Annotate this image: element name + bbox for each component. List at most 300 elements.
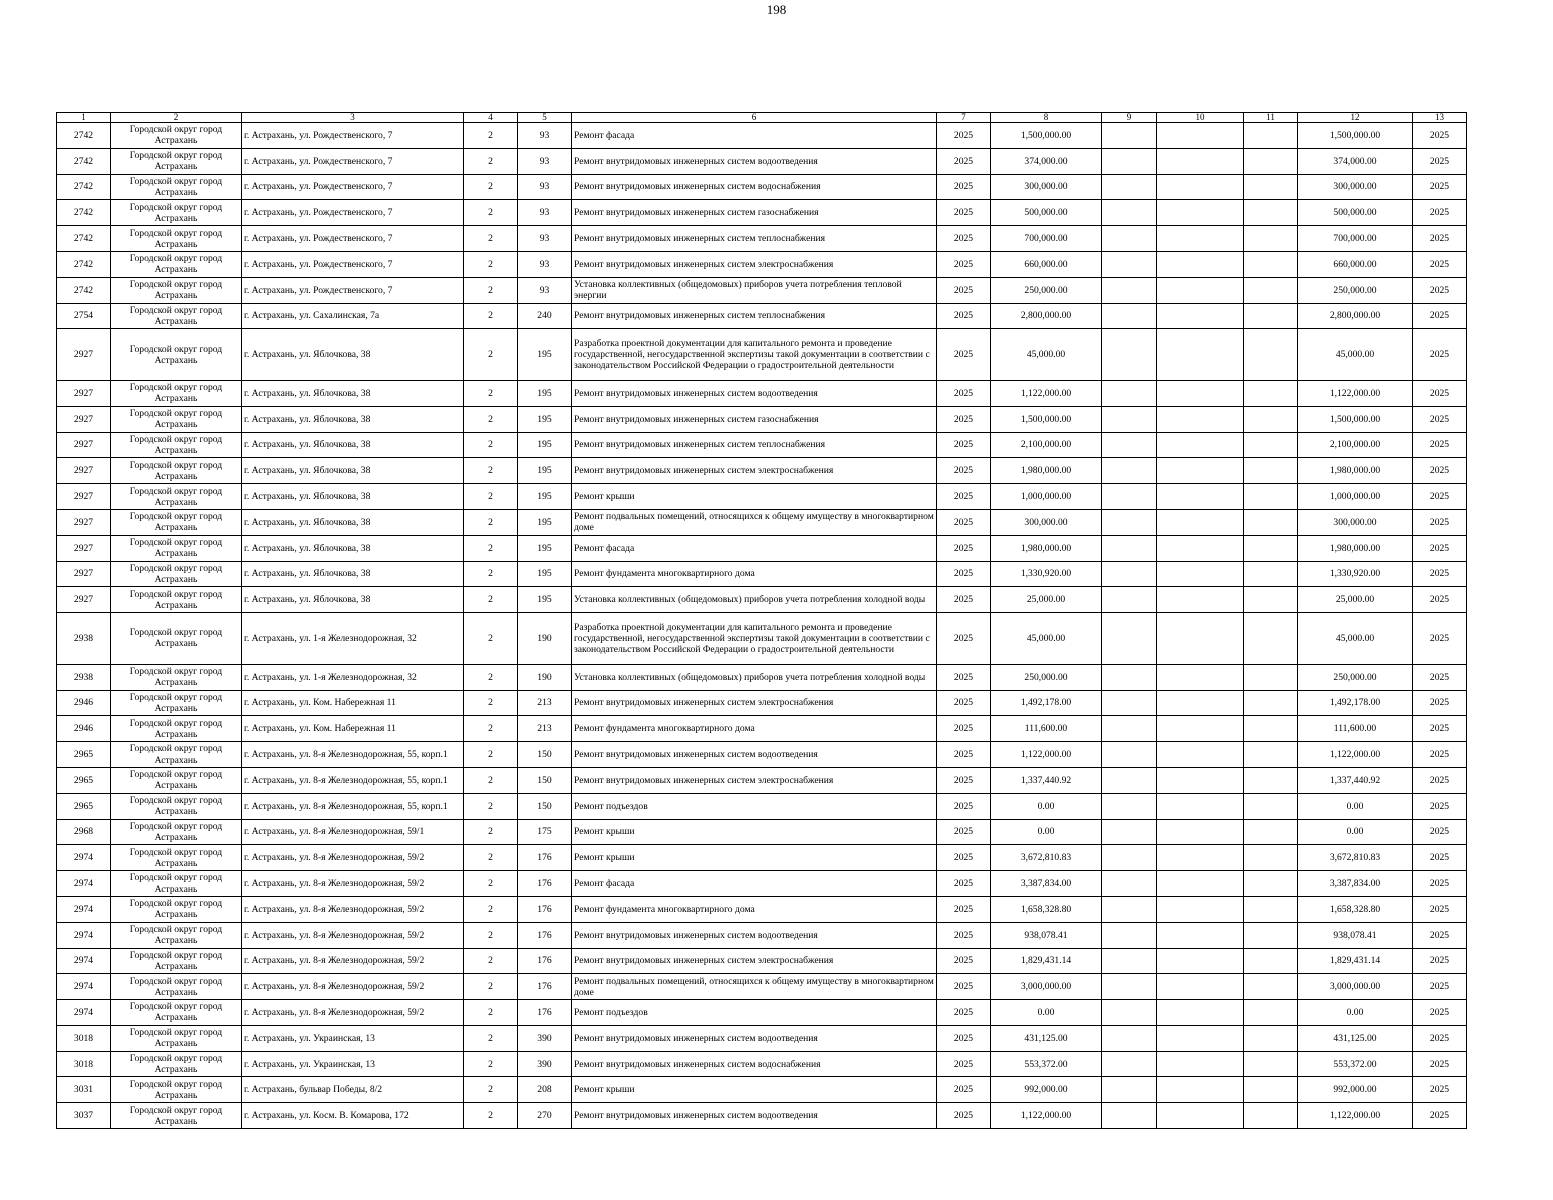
col9-cell — [1102, 380, 1157, 406]
year-cell: 2025 — [937, 742, 991, 768]
col4-cell: 2 — [464, 922, 518, 948]
col9-cell — [1102, 819, 1157, 845]
end-year-cell: 2025 — [1413, 690, 1467, 716]
table-row — [57, 922, 1467, 948]
col5-cell: 93 — [518, 148, 572, 174]
row-number-cell: 2927 — [57, 380, 111, 406]
col5-cell: 195 — [518, 380, 572, 406]
col11-cell — [1244, 974, 1298, 1000]
end-year-cell: 2025 — [1413, 303, 1467, 329]
end-year-cell: 2025 — [1413, 716, 1467, 742]
address-cell: г. Астрахань, ул. 1-я Железнодорожная, 32 — [242, 664, 464, 690]
column-header: 5 — [518, 113, 572, 123]
row-number-cell: 2742 — [57, 226, 111, 252]
year-cell: 2025 — [937, 716, 991, 742]
table-row — [57, 303, 1467, 329]
address-cell: г. Астрахань, ул. Яблочкова, 38 — [242, 458, 464, 484]
col5-cell: 175 — [518, 819, 572, 845]
col10-cell — [1157, 767, 1244, 793]
municipality-cell: Городской округ город Астрахань — [111, 896, 242, 922]
address-cell: г. Астрахань, ул. Яблочкова, 38 — [242, 509, 464, 535]
end-year-cell: 2025 — [1413, 819, 1467, 845]
municipality-cell: Городской округ город Астрахань — [111, 1000, 242, 1026]
table-row — [57, 1051, 1467, 1077]
col5-cell: 93 — [518, 226, 572, 252]
col4-cell: 2 — [464, 767, 518, 793]
table-body — [57, 123, 1467, 1129]
total-cell: 1,122,000.00 — [1298, 742, 1413, 768]
table-row — [57, 871, 1467, 897]
column-header: 13 — [1413, 113, 1467, 123]
column-header: 1 — [57, 113, 111, 123]
year-cell: 2025 — [937, 793, 991, 819]
year-cell: 2025 — [937, 432, 991, 458]
col9-cell — [1102, 174, 1157, 200]
col5-cell: 195 — [518, 458, 572, 484]
col5-cell: 93 — [518, 251, 572, 277]
row-number-cell: 3018 — [57, 1025, 111, 1051]
col10-cell — [1157, 896, 1244, 922]
municipality-cell: Городской округ город Астрахань — [111, 458, 242, 484]
total-cell: 300,000.00 — [1298, 509, 1413, 535]
table-row — [57, 1000, 1467, 1026]
municipality-cell: Городской округ город Астрахань — [111, 380, 242, 406]
col4-cell: 2 — [464, 303, 518, 329]
table-row — [57, 123, 1467, 149]
col11-cell — [1244, 1077, 1298, 1103]
col5-cell: 240 — [518, 303, 572, 329]
address-cell: г. Астрахань, ул. Ком. Набережная 11 — [242, 690, 464, 716]
col5-cell: 176 — [518, 974, 572, 1000]
cost-cell: 3,387,834.00 — [991, 871, 1102, 897]
year-cell: 2025 — [937, 1025, 991, 1051]
row-number-cell: 3018 — [57, 1051, 111, 1077]
work-type-cell: Ремонт внутридомовых инженерных систем газоснабжения — [572, 200, 937, 226]
col4-cell: 2 — [464, 329, 518, 381]
row-number-cell: 3037 — [57, 1103, 111, 1129]
total-cell: 938,078.41 — [1298, 922, 1413, 948]
col5-cell: 195 — [518, 561, 572, 587]
col11-cell — [1244, 1000, 1298, 1026]
total-cell: 2,100,000.00 — [1298, 432, 1413, 458]
col4-cell: 2 — [464, 148, 518, 174]
municipality-cell: Городской округ город Астрахань — [111, 406, 242, 432]
cost-cell: 992,000.00 — [991, 1077, 1102, 1103]
address-cell: г. Астрахань, ул. 8-я Железнодорожная, 59/1 — [242, 819, 464, 845]
address-cell: г. Астрахань, ул. 8-я Железнодорожная, 59/2 — [242, 871, 464, 897]
cost-cell: 300,000.00 — [991, 509, 1102, 535]
col10-cell — [1157, 432, 1244, 458]
total-cell: 3,672,810.83 — [1298, 845, 1413, 871]
total-cell: 250,000.00 — [1298, 277, 1413, 303]
table-row — [57, 742, 1467, 768]
row-number-cell: 2974 — [57, 922, 111, 948]
total-cell: 45,000.00 — [1298, 613, 1413, 665]
row-number-cell: 2946 — [57, 690, 111, 716]
year-cell: 2025 — [937, 561, 991, 587]
municipality-cell: Городской округ город Астрахань — [111, 793, 242, 819]
work-type-cell: Ремонт крыши — [572, 845, 937, 871]
col11-cell — [1244, 819, 1298, 845]
table-row — [57, 587, 1467, 613]
cost-cell: 1,330,920.00 — [991, 561, 1102, 587]
work-type-cell: Ремонт внутридомовых инженерных систем водоотведения — [572, 1025, 937, 1051]
address-cell: г. Астрахань, ул. Яблочкова, 38 — [242, 587, 464, 613]
cost-cell: 660,000.00 — [991, 251, 1102, 277]
year-cell: 2025 — [937, 896, 991, 922]
cost-cell: 1,122,000.00 — [991, 380, 1102, 406]
work-type-cell: Ремонт фундамента многоквартирного дома — [572, 896, 937, 922]
row-number-cell: 2927 — [57, 561, 111, 587]
row-number-cell: 2754 — [57, 303, 111, 329]
col11-cell — [1244, 303, 1298, 329]
table-row — [57, 948, 1467, 974]
table-row — [57, 1077, 1467, 1103]
column-header: 7 — [937, 113, 991, 123]
work-type-cell: Ремонт фасада — [572, 871, 937, 897]
col9-cell — [1102, 303, 1157, 329]
col4-cell: 2 — [464, 793, 518, 819]
col9-cell — [1102, 329, 1157, 381]
address-cell: г. Астрахань, ул. Рождественского, 7 — [242, 200, 464, 226]
work-type-cell: Ремонт фундамента многоквартирного дома — [572, 716, 937, 742]
address-cell: г. Астрахань, ул. Рождественского, 7 — [242, 148, 464, 174]
row-number-cell: 3031 — [57, 1077, 111, 1103]
address-cell: г. Астрахань, ул. Яблочкова, 38 — [242, 380, 464, 406]
year-cell: 2025 — [937, 123, 991, 149]
col5-cell: 93 — [518, 200, 572, 226]
table-row — [57, 1103, 1467, 1129]
end-year-cell: 2025 — [1413, 277, 1467, 303]
col4-cell: 2 — [464, 123, 518, 149]
municipality-cell: Городской округ город Астрахань — [111, 974, 242, 1000]
total-cell: 660,000.00 — [1298, 251, 1413, 277]
table-row — [57, 613, 1467, 665]
col4-cell: 2 — [464, 742, 518, 768]
table-row — [57, 432, 1467, 458]
repair-program-table — [56, 112, 1467, 1129]
cost-cell: 1,122,000.00 — [991, 742, 1102, 768]
page-number: 198 — [766, 2, 787, 17]
total-cell: 1,330,920.00 — [1298, 561, 1413, 587]
work-type-cell: Ремонт внутридомовых инженерных систем водоснабжения — [572, 1051, 937, 1077]
total-cell: 1,500,000.00 — [1298, 123, 1413, 149]
work-type-cell: Ремонт подъездов — [572, 793, 937, 819]
row-number-cell: 2938 — [57, 613, 111, 665]
col11-cell — [1244, 148, 1298, 174]
address-cell: г. Астрахань, ул. Ком. Набережная 11 — [242, 716, 464, 742]
col9-cell — [1102, 277, 1157, 303]
col10-cell — [1157, 458, 1244, 484]
row-number-cell: 2927 — [57, 587, 111, 613]
col11-cell — [1244, 226, 1298, 252]
col9-cell — [1102, 974, 1157, 1000]
cost-cell: 1,500,000.00 — [991, 123, 1102, 149]
col4-cell: 2 — [464, 251, 518, 277]
total-cell: 1,980,000.00 — [1298, 458, 1413, 484]
col9-cell — [1102, 922, 1157, 948]
cost-cell: 45,000.00 — [991, 329, 1102, 381]
total-cell: 700,000.00 — [1298, 226, 1413, 252]
col11-cell — [1244, 664, 1298, 690]
year-cell: 2025 — [937, 148, 991, 174]
table-row — [57, 1025, 1467, 1051]
end-year-cell: 2025 — [1413, 226, 1467, 252]
col10-cell — [1157, 561, 1244, 587]
address-cell: г. Астрахань, бульвар Победы, 8/2 — [242, 1077, 464, 1103]
cost-cell: 2,100,000.00 — [991, 432, 1102, 458]
col11-cell — [1244, 277, 1298, 303]
col5-cell: 390 — [518, 1051, 572, 1077]
work-type-cell: Ремонт внутридомовых инженерных систем теплоснабжения — [572, 226, 937, 252]
table-row — [57, 845, 1467, 871]
work-type-cell: Ремонт внутридомовых инженерных систем водоотведения — [572, 1103, 937, 1129]
col4-cell: 2 — [464, 974, 518, 1000]
col10-cell — [1157, 251, 1244, 277]
col5-cell: 195 — [518, 484, 572, 510]
col4-cell: 2 — [464, 716, 518, 742]
col9-cell — [1102, 484, 1157, 510]
end-year-cell: 2025 — [1413, 587, 1467, 613]
municipality-cell: Городской округ город Астрахань — [111, 1103, 242, 1129]
table-row — [57, 458, 1467, 484]
col5-cell: 176 — [518, 948, 572, 974]
col4-cell: 2 — [464, 1103, 518, 1129]
col10-cell — [1157, 484, 1244, 510]
cost-cell: 250,000.00 — [991, 664, 1102, 690]
col10-cell — [1157, 509, 1244, 535]
col5-cell: 176 — [518, 1000, 572, 1026]
col9-cell — [1102, 871, 1157, 897]
col9-cell — [1102, 458, 1157, 484]
end-year-cell: 2025 — [1413, 535, 1467, 561]
work-type-cell: Ремонт внутридомовых инженерных систем газоснабжения — [572, 406, 937, 432]
end-year-cell: 2025 — [1413, 896, 1467, 922]
col10-cell — [1157, 1077, 1244, 1103]
cost-cell: 3,000,000.00 — [991, 974, 1102, 1000]
row-number-cell: 2927 — [57, 509, 111, 535]
row-number-cell: 2974 — [57, 948, 111, 974]
col5-cell: 93 — [518, 277, 572, 303]
col11-cell — [1244, 458, 1298, 484]
cost-cell: 0.00 — [991, 819, 1102, 845]
municipality-cell: Городской округ город Астрахань — [111, 251, 242, 277]
col4-cell: 2 — [464, 845, 518, 871]
total-cell: 1,122,000.00 — [1298, 380, 1413, 406]
row-number-cell: 2968 — [57, 819, 111, 845]
col10-cell — [1157, 716, 1244, 742]
cost-cell: 250,000.00 — [991, 277, 1102, 303]
cost-cell: 1,000,000.00 — [991, 484, 1102, 510]
municipality-cell: Городской округ город Астрахань — [111, 226, 242, 252]
col10-cell — [1157, 948, 1244, 974]
year-cell: 2025 — [937, 1103, 991, 1129]
municipality-cell: Городской округ город Астрахань — [111, 742, 242, 768]
table-row — [57, 277, 1467, 303]
col11-cell — [1244, 845, 1298, 871]
year-cell: 2025 — [937, 819, 991, 845]
col10-cell — [1157, 535, 1244, 561]
row-number-cell: 2974 — [57, 845, 111, 871]
col11-cell — [1244, 380, 1298, 406]
address-cell: г. Астрахань, ул. Рождественского, 7 — [242, 174, 464, 200]
col5-cell: 190 — [518, 613, 572, 665]
col10-cell — [1157, 200, 1244, 226]
column-header: 11 — [1244, 113, 1298, 123]
year-cell: 2025 — [937, 613, 991, 665]
table-row — [57, 380, 1467, 406]
end-year-cell: 2025 — [1413, 484, 1467, 510]
table-row — [57, 329, 1467, 381]
year-cell: 2025 — [937, 329, 991, 381]
col11-cell — [1244, 174, 1298, 200]
work-type-cell: Ремонт внутридомовых инженерных систем водоотведения — [572, 148, 937, 174]
year-cell: 2025 — [937, 587, 991, 613]
col11-cell — [1244, 123, 1298, 149]
cost-cell: 2,800,000.00 — [991, 303, 1102, 329]
end-year-cell: 2025 — [1413, 742, 1467, 768]
address-cell: г. Астрахань, ул. Яблочкова, 38 — [242, 406, 464, 432]
col10-cell — [1157, 123, 1244, 149]
col4-cell: 2 — [464, 380, 518, 406]
work-type-cell: Ремонт внутридомовых инженерных систем теплоснабжения — [572, 303, 937, 329]
table-row — [57, 793, 1467, 819]
col10-cell — [1157, 1025, 1244, 1051]
table-row — [57, 974, 1467, 1000]
col11-cell — [1244, 432, 1298, 458]
total-cell: 431,125.00 — [1298, 1025, 1413, 1051]
col10-cell — [1157, 303, 1244, 329]
work-type-cell: Ремонт подвальных помещений, относящихся к общему имуществу в многоквартирном доме — [572, 974, 937, 1000]
col9-cell — [1102, 793, 1157, 819]
total-cell: 0.00 — [1298, 819, 1413, 845]
cost-cell: 374,000.00 — [991, 148, 1102, 174]
table-row — [57, 200, 1467, 226]
col4-cell: 2 — [464, 690, 518, 716]
total-cell: 1,980,000.00 — [1298, 535, 1413, 561]
municipality-cell: Городской округ город Астрахань — [111, 484, 242, 510]
end-year-cell: 2025 — [1413, 251, 1467, 277]
cost-cell: 500,000.00 — [991, 200, 1102, 226]
cost-cell: 25,000.00 — [991, 587, 1102, 613]
col9-cell — [1102, 432, 1157, 458]
table-row — [57, 251, 1467, 277]
column-header: 2 — [111, 113, 242, 123]
col10-cell — [1157, 1103, 1244, 1129]
col5-cell: 93 — [518, 174, 572, 200]
col9-cell — [1102, 742, 1157, 768]
year-cell: 2025 — [937, 664, 991, 690]
work-type-cell: Ремонт внутридомовых инженерных систем электроснабжения — [572, 767, 937, 793]
row-number-cell: 2965 — [57, 793, 111, 819]
address-cell: г. Астрахань, ул. Яблочкова, 38 — [242, 432, 464, 458]
col5-cell: 176 — [518, 871, 572, 897]
total-cell: 1,337,440.92 — [1298, 767, 1413, 793]
address-cell: г. Астрахань, ул. 8-я Железнодорожная, 55, корп.1 — [242, 742, 464, 768]
col4-cell: 2 — [464, 561, 518, 587]
col11-cell — [1244, 484, 1298, 510]
column-header: 3 — [242, 113, 464, 123]
address-cell: г. Астрахань, ул. Яблочкова, 38 — [242, 561, 464, 587]
address-cell: г. Астрахань, ул. 8-я Железнодорожная, 59/2 — [242, 974, 464, 1000]
municipality-cell: Городской округ город Астрахань — [111, 1051, 242, 1077]
year-cell: 2025 — [937, 767, 991, 793]
address-cell: г. Астрахань, ул. 8-я Железнодорожная, 59/2 — [242, 1000, 464, 1026]
col9-cell — [1102, 690, 1157, 716]
col11-cell — [1244, 690, 1298, 716]
address-cell: г. Астрахань, ул. 8-я Железнодорожная, 59/2 — [242, 845, 464, 871]
col11-cell — [1244, 767, 1298, 793]
address-cell: г. Астрахань, ул. Рождественского, 7 — [242, 251, 464, 277]
address-cell: г. Астрахань, ул. Рождественского, 7 — [242, 277, 464, 303]
address-cell: г. Астрахань, ул. 1-я Железнодорожная, 32 — [242, 613, 464, 665]
municipality-cell: Городской округ город Астрахань — [111, 329, 242, 381]
col5-cell: 150 — [518, 742, 572, 768]
work-type-cell: Ремонт внутридомовых инженерных систем водоотведения — [572, 380, 937, 406]
cost-cell: 431,125.00 — [991, 1025, 1102, 1051]
total-cell: 992,000.00 — [1298, 1077, 1413, 1103]
work-type-cell: Ремонт внутридомовых инженерных систем электроснабжения — [572, 251, 937, 277]
col4-cell: 2 — [464, 1000, 518, 1026]
row-number-cell: 2946 — [57, 716, 111, 742]
col11-cell — [1244, 509, 1298, 535]
col4-cell: 2 — [464, 484, 518, 510]
year-cell: 2025 — [937, 871, 991, 897]
work-type-cell: Ремонт внутридомовых инженерных систем электроснабжения — [572, 948, 937, 974]
work-type-cell: Ремонт подвальных помещений, относящихся к общему имуществу в многоквартирном доме — [572, 509, 937, 535]
col9-cell — [1102, 1077, 1157, 1103]
col9-cell — [1102, 716, 1157, 742]
year-cell: 2025 — [937, 303, 991, 329]
col11-cell — [1244, 948, 1298, 974]
col5-cell: 195 — [518, 406, 572, 432]
col10-cell — [1157, 793, 1244, 819]
row-number-cell: 2974 — [57, 974, 111, 1000]
col4-cell: 2 — [464, 174, 518, 200]
col9-cell — [1102, 509, 1157, 535]
total-cell: 25,000.00 — [1298, 587, 1413, 613]
table-row — [57, 767, 1467, 793]
col10-cell — [1157, 406, 1244, 432]
col4-cell: 2 — [464, 1077, 518, 1103]
end-year-cell: 2025 — [1413, 1051, 1467, 1077]
col11-cell — [1244, 613, 1298, 665]
end-year-cell: 2025 — [1413, 1077, 1467, 1103]
work-type-cell: Ремонт фасада — [572, 535, 937, 561]
total-cell: 111,600.00 — [1298, 716, 1413, 742]
address-cell: г. Астрахань, ул. Рождественского, 7 — [242, 123, 464, 149]
col5-cell: 150 — [518, 767, 572, 793]
table-row — [57, 561, 1467, 587]
col9-cell — [1102, 1025, 1157, 1051]
table-row — [57, 716, 1467, 742]
col5-cell: 195 — [518, 509, 572, 535]
col11-cell — [1244, 742, 1298, 768]
year-cell: 2025 — [937, 174, 991, 200]
table-row — [57, 226, 1467, 252]
address-cell: г. Астрахань, ул. Украинская, 13 — [242, 1051, 464, 1077]
total-cell: 3,387,834.00 — [1298, 871, 1413, 897]
row-number-cell: 2742 — [57, 251, 111, 277]
col11-cell — [1244, 922, 1298, 948]
cost-cell: 0.00 — [991, 1000, 1102, 1026]
end-year-cell: 2025 — [1413, 174, 1467, 200]
work-type-cell: Ремонт внутридомовых инженерных систем электроснабжения — [572, 690, 937, 716]
row-number-cell: 2927 — [57, 458, 111, 484]
column-number-row — [57, 113, 1467, 123]
year-cell: 2025 — [937, 922, 991, 948]
municipality-cell: Городской округ город Астрахань — [111, 922, 242, 948]
